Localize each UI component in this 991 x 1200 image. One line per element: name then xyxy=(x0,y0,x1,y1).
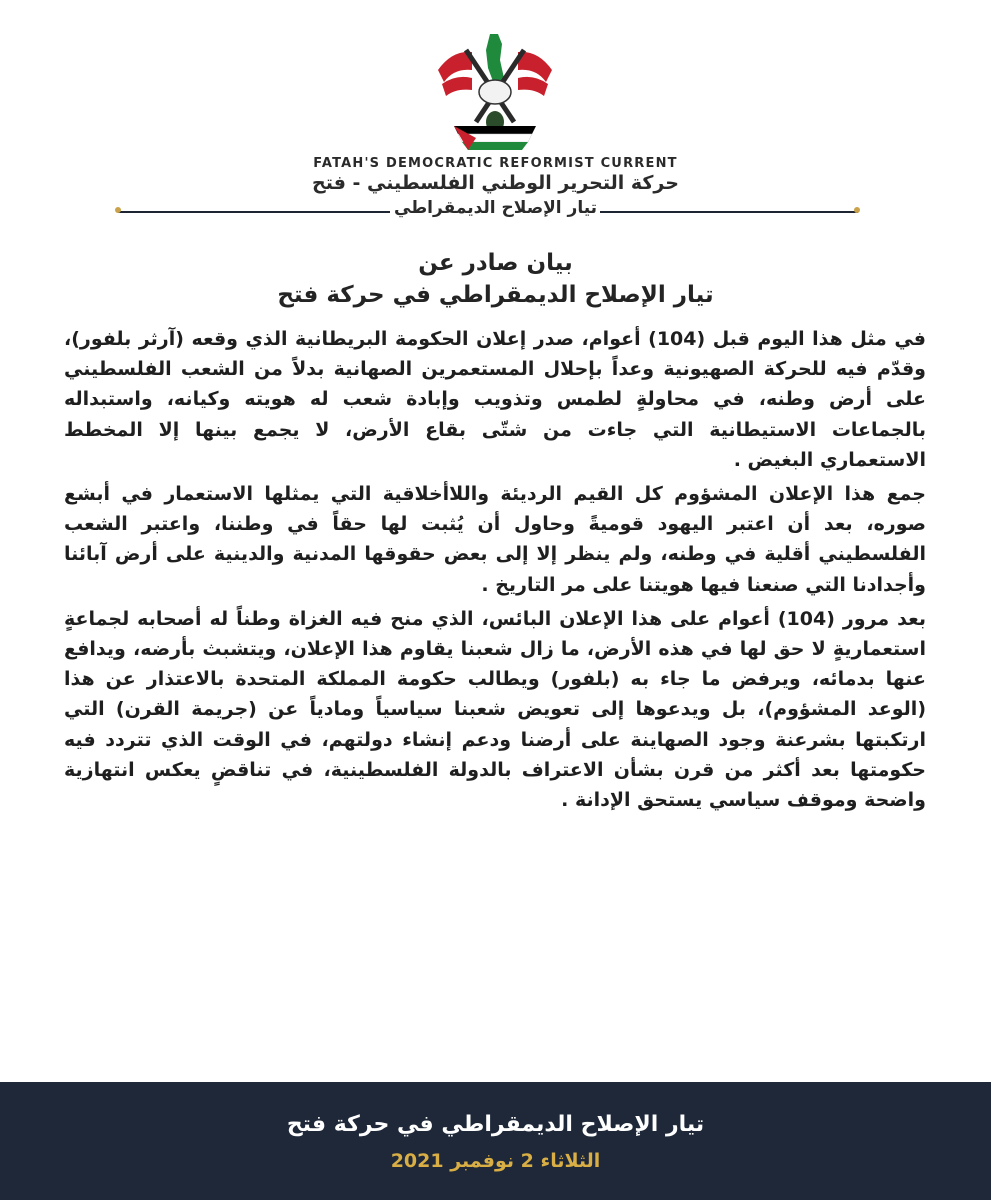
statement-body xyxy=(64,324,926,819)
fatah-emblem-icon xyxy=(432,30,558,156)
letterhead xyxy=(0,0,991,240)
org-name-arabic: حركة التحرير الوطني الفلسطيني - فتح xyxy=(312,172,679,194)
footer-title: تيار الإصلاح الديمقراطي في حركة فتح xyxy=(286,1112,705,1137)
footer-date: الثلاثاء 2 نوفمبر 2021 xyxy=(390,1150,601,1172)
paragraph-3: بعد مرور (104) أعوام على هذا الإعلان البائس، الذي منح فيه الغزاة وطناً له أصحابه لجماعةٍ استعماريةٍ لا حق لها في هذه الأرض، ما زال شعبنا يقاوم هذا الإعلان، ويتشبث بأرضه، ويدافع عنها بدمائه، ويرفض ما جاء به (بلفور) ويطالب حكومة المملكة المتحدة بالاعتذار عن هذا (الوعد المشؤوم)، بل ويدعوها إلى تعويض شعبنا سياسياً ومادياً عن (جريمة القرن) التي ارتكبتها بشرعنة وجود الصهاينة على أرضنا ودعم إنشاء دولتهم، في الوقت الذي تتردد فيه حكومتها بعد أكثر من قرن بشأن الاعتراف بالدولة الفلسطينية، في تناقضٍ يعكس انتهازية واضحة وموقف سياسي يستحق الإدانة . xyxy=(64,607,926,812)
footer-bar xyxy=(0,1082,991,1200)
statement-title-line2: تيار الإصلاح الديمقراطي في حركة فتح xyxy=(277,282,714,308)
statement-title-line1: بيان صادر عن xyxy=(418,250,573,276)
paragraph-2: جمع هذا الإعلان المشؤوم كل القيم الرديئة واللاأخلاقية التي يمثلها الاستعمار في أبشع صوره، بعد أن اعتبر اليهود قوميةً وحاول أن يُثبت لها حقاً في وطننا، واعتبر الشعب الفلسطيني أقلية في وطنه، ولم ينظر إلا إلى بعض حقوقها المدنية والدينية على أرض آبائنا وأجدادنا التي صنعنا فيها هويتنا على مر التاريخ . xyxy=(64,483,926,596)
paragraph-1: في مثل هذا اليوم قبل (104) أعوام، صدر إعلان الحكومة البريطانية الذي وقعه (آرثر بلفور)، وقدّم فيه للحركة الصهيونية وعداً بإحلال المستعمرين الصهانية بدلاً من الشعب الفلسطيني على أرض وطنه، في محاولةٍ لطمس وتذويب وإبادة شعب له هويته وكيانه، واستبداله بالجماعات الاستيطانية التي جاءت من شتّى بقاع الأرض، لا يجمع بينها إلا المخطط الاستعماري البغيض . xyxy=(64,328,926,471)
org-subtitle-arabic: تيار الإصلاح الديمقراطي xyxy=(393,198,598,218)
org-name-english: FATAH'S DEMOCRATIC REFORMIST CURRENT xyxy=(313,156,678,171)
